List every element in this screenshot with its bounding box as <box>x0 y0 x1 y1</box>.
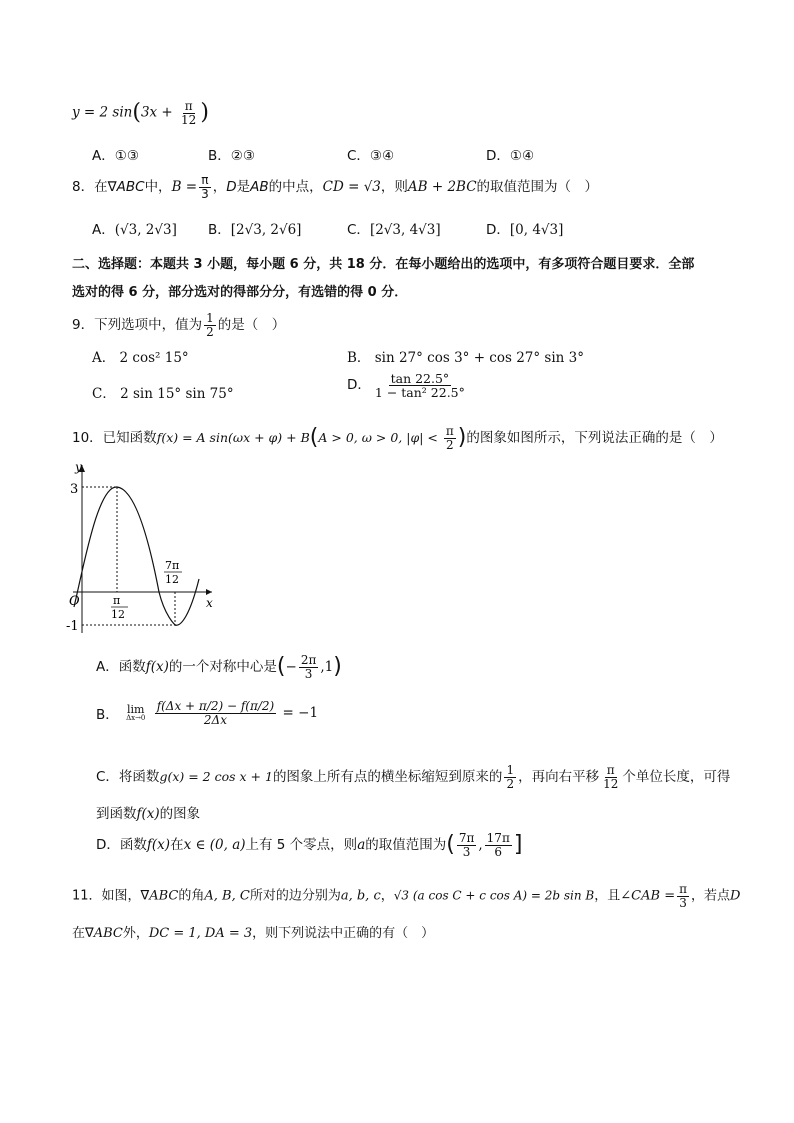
tick2-num: 7π <box>165 559 180 572</box>
q8-stem: 8．在∇ABC中，B = $\frac{\pi}{3}$ ，D是AB的中点，CD = √3，则AB + 2BC的取值范围为（ ） <box>72 173 599 201</box>
q11-stem-line1: 11．如图，∇ABC的角A, B, C所对的边分别为a, b, c，√3 (a cos C + c cos A) = 2b sin B，且∠CAB = $\frac{\pi}{3}$ ，若点D <box>72 882 741 910</box>
min-label: -1 <box>66 619 79 634</box>
q10-option-a[interactable]: A．函数f(x)的一个对称中心是(− $\frac{2\pi}{3}$ ,1) <box>96 653 342 681</box>
q9-option-a[interactable]: A． 2 cos² 15° <box>92 350 189 366</box>
q9-option-b[interactable]: B． sin 27° cos 3° + cos 27° sin 3° <box>347 350 585 366</box>
q8-option-b[interactable]: B．[2√3, 2√6] <box>208 222 302 238</box>
q8-option-d[interactable]: D．[0, 4√3] <box>486 222 564 238</box>
q7-formula: y = 2 sin(3x + $\frac{\pi}{12}$ ) <box>72 99 209 127</box>
section-header-line1: 二、选择题：本题共 3 小题，每小题 6 分，共 18 分．在每小题给出的选项中，有多项符合题目要求．全部 <box>72 257 695 272</box>
tick2-den: 12 <box>165 573 179 586</box>
q10-option-c-line1[interactable]: C．将函数g(x) = 2 cos x + 1的图象上所有点的横坐标缩短到原来的 $\frac{1}{2}$ ，再向右平移 $\frac{\pi}{12}$ 个单位长度，可得 <box>96 763 731 791</box>
q9-option-d[interactable]: D． $\frac{\tan 22.5^\circ}{\text{1 − tan² 22.5°}}$ <box>347 371 465 401</box>
q11-stem-line2: 在∇ABC外，DC = 1, DA = 3，则下列说法中正确的有（ ） <box>72 926 435 941</box>
q10-option-d[interactable]: D．函数f(x)在x ∈ (0, a)上有 5 个零点，则a的取值范围为( $\frac{7\pi}{3}$ , $\frac{17\pi}{6}$ ] <box>96 831 523 859</box>
y-label: y <box>75 460 82 474</box>
sine-curve <box>74 487 199 625</box>
q10-option-b[interactable]: B． lim Δx→0 $\frac{f(\Delta x + \pi/2) - f(\pi/2)}{2\Delta x}$ = −1 <box>96 699 319 727</box>
q8-option-c[interactable]: C．[2√3, 4√3] <box>347 222 441 238</box>
q10-stem: 10．已知函数f(x) = A sin(ωx + φ) + B(A > 0, ω > 0, |φ| < $\frac{\pi}{2}$ )的图象如图所示，下列说法正确的是（ ） <box>72 424 723 452</box>
q8-option-a[interactable]: A．(√3, 2√3] <box>92 222 177 238</box>
q7-option-b[interactable]: B．②③ <box>208 148 255 164</box>
q7-formula-prefix: y = 2 sin <box>72 104 133 121</box>
origin-label: O <box>69 594 80 609</box>
q7-formula-inner: 3x + <box>140 104 178 121</box>
x-axis-arrow <box>206 589 212 595</box>
tick1-den: 12 <box>111 608 125 621</box>
max-label: 3 <box>70 482 79 497</box>
q7-option-a[interactable]: A．①③ <box>92 148 139 164</box>
x-label: x <box>206 596 213 610</box>
q7-option-c[interactable]: C．③④ <box>347 148 395 164</box>
q10-graph <box>66 455 226 635</box>
q9-option-c[interactable]: C． 2 sin 15° sin 75° <box>92 386 234 402</box>
q10-option-c-line2: 到函数f(x)的图象 <box>96 806 201 822</box>
q9-stem: 9．下列选项中，值为 $\frac{1}{2}$ 的是（ ） <box>72 311 286 339</box>
tick1-num: π <box>113 594 121 607</box>
limit-symbol: lim Δx→0 <box>126 703 146 723</box>
section-header-line2: 选对的得 6 分，部分选对的得部分分，有选错的得 0 分． <box>72 285 408 300</box>
q7-fraction: $\frac{\pi}{12}$ <box>181 99 197 127</box>
q7-option-d[interactable]: D．①④ <box>486 148 535 164</box>
